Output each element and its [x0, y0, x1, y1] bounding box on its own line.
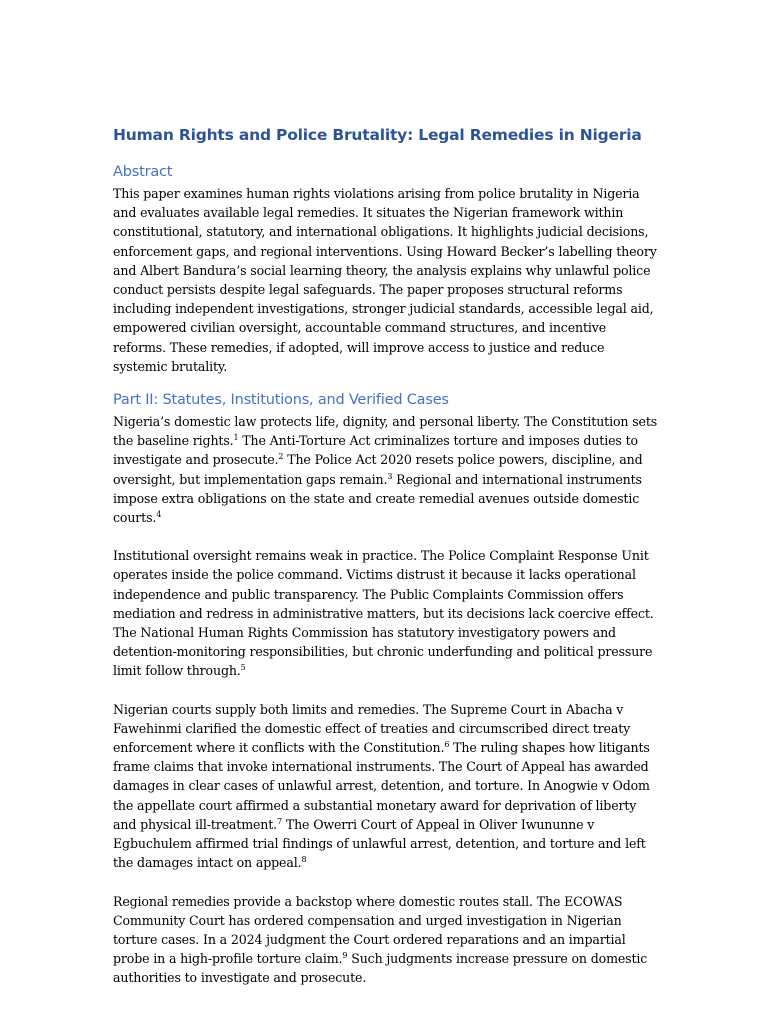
paragraph-text: Nigeria’s domestic law protects life, dignity, and personal liberty. The Constitution sets the baseline rights. — [113, 414, 658, 449]
footnote-marker[interactable]: 6 — [444, 740, 450, 750]
paragraph-text: Nigerian courts supply both limits and remedies. The Supreme Court in Abacha v Fawehinmi clarified the domestic effect of treaties and circumscribed direct treaty enforcement where it conflicts with the Constitution. — [113, 701, 631, 756]
courts-paragraph — [113, 700, 658, 873]
abstract-heading: Abstract — [113, 164, 173, 180]
document-page — [113, 124, 658, 988]
footnote-marker[interactable]: 7 — [277, 816, 282, 826]
footnote-marker[interactable]: 2 — [278, 452, 284, 462]
document-title: Human Rights and Police Brutality: Legal Remedies in Nigeria — [113, 126, 642, 144]
paragraph-text: Regional and international instruments impose extra obligations on the state and create remedial avenues outside domestic courts. — [113, 471, 642, 526]
institutions-paragraph — [113, 546, 658, 680]
paragraph-text: Institutional oversight remains weak in practice. The Police Complaint Response Unit operates inside the police command. Victims distrust it because it lacks operational independence and public transparency. The Public Complaints Commission offers mediation and redress in administrative matters, but its decisions lack coercive effect. The National Human Rights Commission has statutory investigatory powers and detention-monitoring responsibilities, but chronic underfunding and political pressure limit follow through. — [113, 548, 654, 679]
footnote-marker[interactable]: 9 — [342, 951, 348, 961]
footnote-marker[interactable]: 8 — [301, 855, 307, 865]
regional-remedies-paragraph — [113, 892, 658, 988]
paragraph-text: The Anti-Torture Act criminalizes torture and imposes duties to investigate and prosecute. — [113, 433, 638, 468]
footnote-marker[interactable]: 4 — [156, 510, 162, 520]
footnote-marker[interactable]: 1 — [233, 433, 239, 443]
paragraph-text: The ruling shapes how litigants frame claims that invoke international instruments. The Court of Appeal has awarded damages in clear cases of unlawful arrest, detention, and torture. In Anogwie v Odom the appellate court affirmed a substantial monetary award for deprivation of liberty and physical ill-treatment. — [113, 740, 650, 832]
footnote-marker[interactable]: 3 — [387, 471, 393, 481]
paragraph-text: The Owerri Court of Appeal in Oliver Iwununne v Egbuchulem affirmed trial findings of unlawful arrest, detention, and torture and left the damages intact on appeal. — [113, 816, 646, 871]
part-ii-heading: Part II: Statutes, Institutions, and Verified Cases — [113, 392, 449, 409]
statutes-paragraph — [113, 412, 658, 527]
paragraph-text: The Police Act 2020 resets police powers, discipline, and oversight, but implementation gaps remain. — [113, 452, 643, 487]
abstract-paragraph: This paper examines human rights violations arising from police brutality in Nigeria and evaluates available legal remedies. It situates the Nigerian framework within constitutional, statutory, and international obligations. It highlights judicial decisions, enforcement gaps, and regional interventions. Using Howard Becker’s labelling theory and Albert Bandura’s social learning theory, the analysis explains why unlawful police conduct persists despite legal safeguards. The paper proposes structural reforms including independent investigations, stronger judicial standards, accessible legal aid, empowered civilian oversight, accountable command structures, and incentive reforms. These remedies, if adopted, will improve access to justice and reduce systemic brutality. — [113, 186, 657, 374]
paragraph-text: Such judgments increase pressure on domestic authorities to investigate and prosecute. — [113, 951, 648, 986]
footnote-marker[interactable]: 5 — [240, 663, 246, 673]
paragraph-text: Regional remedies provide a backstop where domestic routes stall. The ECOWAS Community Court has ordered compensation and urged investigation in Nigerian torture cases. In a 2024 judgment the Court ordered reparations and an impartial probe in a high-profile torture claim. — [113, 893, 626, 967]
